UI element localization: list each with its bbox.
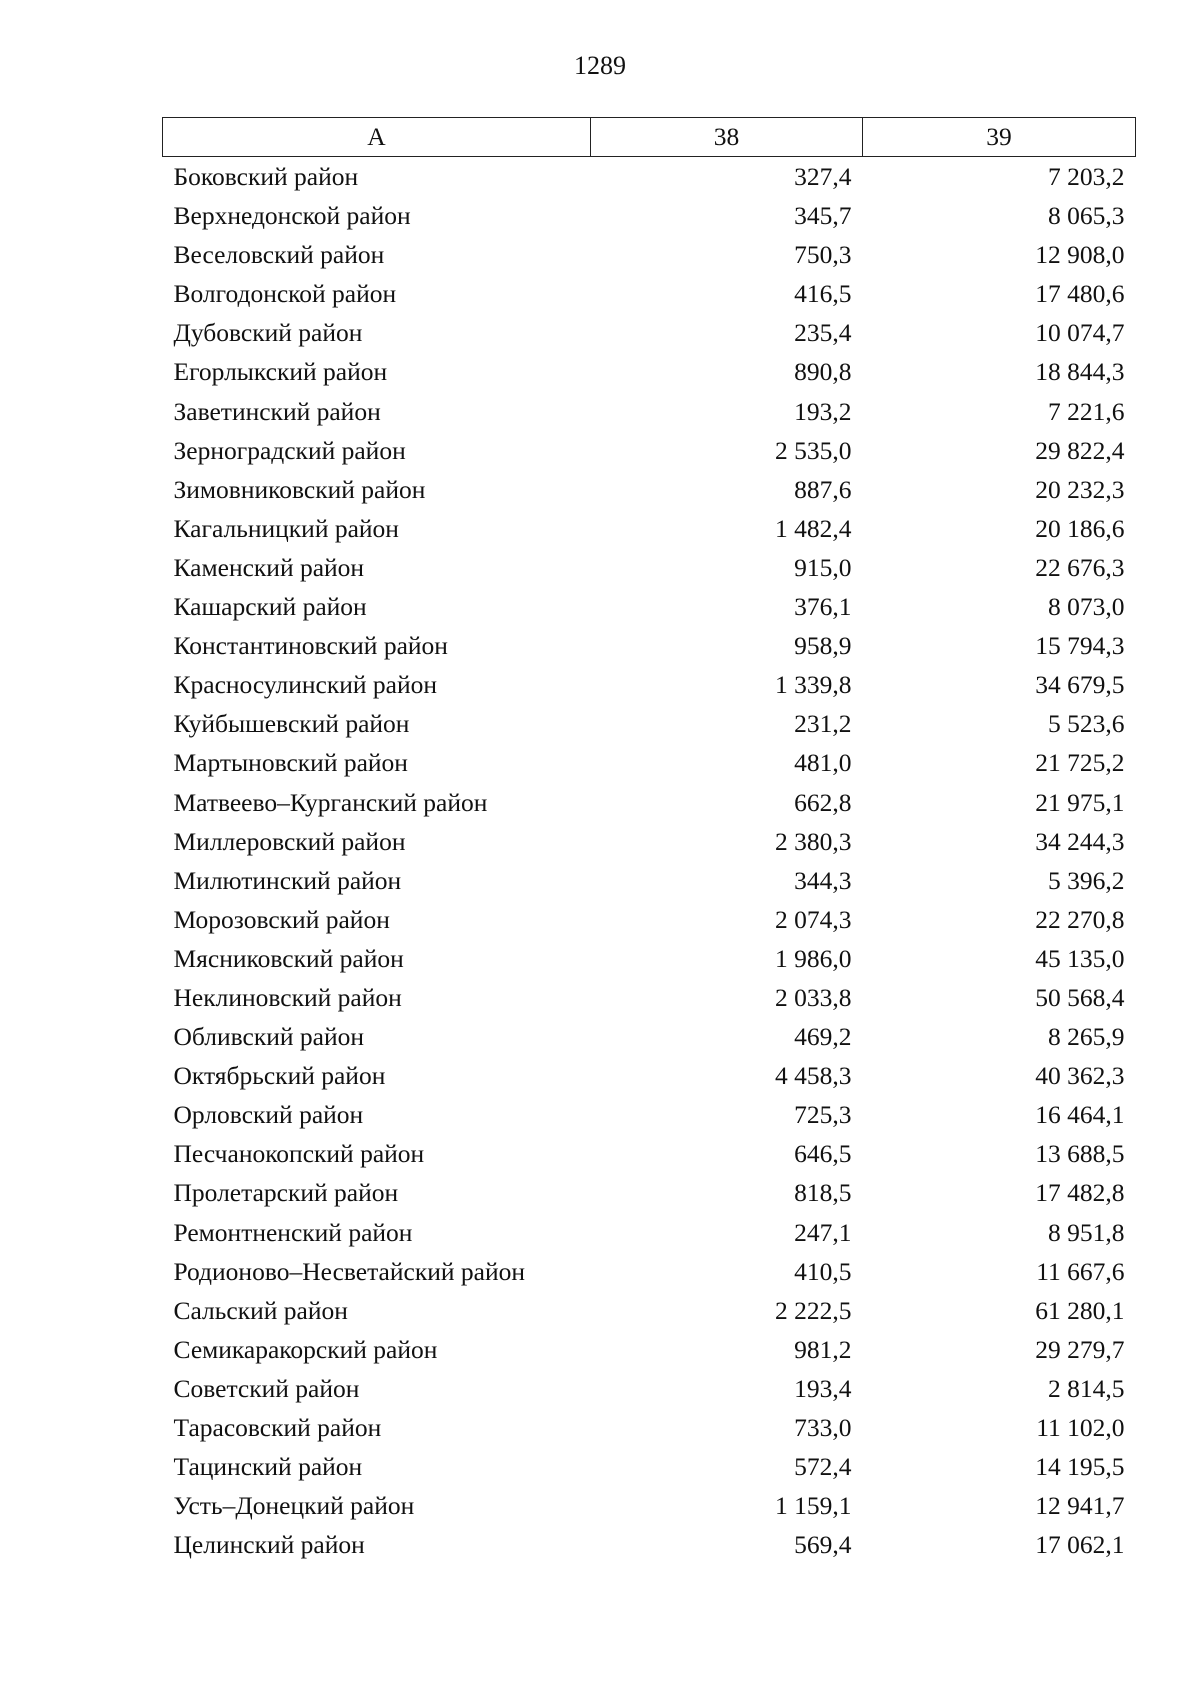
table-row bbox=[163, 665, 1136, 704]
district-name-cell: Милютинский район bbox=[173, 865, 402, 895]
district-name-cell: Зимовниковский район bbox=[173, 474, 426, 504]
table-row bbox=[163, 1213, 1136, 1252]
district-name-cell: Орловский район bbox=[173, 1100, 364, 1130]
column-header-38: 38 bbox=[591, 118, 863, 157]
column-39-value-cell: 20 186,6 bbox=[1035, 513, 1125, 543]
table-row bbox=[163, 587, 1136, 626]
table-row bbox=[163, 274, 1136, 313]
table-row bbox=[163, 1525, 1136, 1564]
column-38-value-cell: 1 339,8 bbox=[775, 670, 852, 700]
column-39-value-cell: 17 062,1 bbox=[1035, 1530, 1125, 1560]
table-row bbox=[163, 704, 1136, 743]
column-39-value-cell: 21 725,2 bbox=[1035, 748, 1125, 778]
column-39-value-cell: 22 676,3 bbox=[1035, 552, 1125, 582]
table-row bbox=[163, 313, 1136, 352]
district-name-cell: Усть–Донецкий район bbox=[173, 1491, 415, 1521]
table-row bbox=[163, 978, 1136, 1017]
page-number: 1289 bbox=[574, 51, 626, 80]
table-row bbox=[163, 470, 1136, 509]
district-name-cell: Целинский район bbox=[173, 1530, 365, 1560]
table-row bbox=[163, 939, 1136, 978]
district-name-cell: Пролетарский район bbox=[173, 1178, 399, 1208]
column-39-value-cell: 7 221,6 bbox=[1048, 396, 1125, 426]
district-name-cell: Обливский район bbox=[173, 1022, 365, 1052]
column-38-value-cell: 345,7 bbox=[794, 201, 852, 231]
district-name-cell: Неклиновский район bbox=[173, 982, 402, 1012]
column-39-value-cell: 11 667,6 bbox=[1036, 1256, 1125, 1286]
table-row bbox=[163, 1291, 1136, 1330]
column-39-value-cell: 18 844,3 bbox=[1035, 357, 1125, 387]
district-name-cell: Кашарский район bbox=[173, 592, 367, 622]
column-39-value-cell: 17 480,6 bbox=[1035, 279, 1125, 309]
district-name-cell: Дубовский район bbox=[173, 318, 363, 348]
table-row bbox=[163, 626, 1136, 665]
column-38-value-cell: 2 074,3 bbox=[775, 904, 852, 934]
column-38-value-cell: 890,8 bbox=[794, 357, 852, 387]
table-row bbox=[163, 1017, 1136, 1056]
column-39-value-cell: 40 362,3 bbox=[1035, 1061, 1125, 1091]
table-row bbox=[163, 196, 1136, 235]
table-row bbox=[163, 743, 1136, 782]
column-38-value-cell: 569,4 bbox=[794, 1530, 852, 1560]
column-38-value-cell: 247,1 bbox=[794, 1217, 852, 1247]
column-39-value-cell: 12 908,0 bbox=[1035, 240, 1125, 270]
table-row bbox=[163, 900, 1136, 939]
district-name-cell: Заветинский район bbox=[173, 396, 381, 426]
column-38-value-cell: 2 033,8 bbox=[775, 982, 852, 1012]
district-name-cell: Волгодонской район bbox=[173, 279, 397, 309]
column-38-value-cell: 818,5 bbox=[794, 1178, 852, 1208]
table-row bbox=[163, 1447, 1136, 1486]
column-38-value-cell: 887,6 bbox=[794, 474, 852, 504]
district-name-cell: Октябрьский район bbox=[173, 1061, 386, 1091]
district-name-cell: Каменский район bbox=[173, 552, 365, 582]
data-table bbox=[162, 117, 1136, 1564]
column-38-value-cell: 915,0 bbox=[794, 552, 852, 582]
district-name-cell: Родионово–Несветайский район bbox=[173, 1256, 525, 1286]
table-row bbox=[163, 1134, 1136, 1173]
column-38-value-cell: 376,1 bbox=[794, 592, 852, 622]
column-38-value-cell: 481,0 bbox=[794, 748, 852, 778]
column-39-value-cell: 61 280,1 bbox=[1035, 1295, 1125, 1325]
table-row bbox=[163, 1095, 1136, 1134]
column-39-value-cell: 11 102,0 bbox=[1036, 1413, 1125, 1442]
column-39-value-cell: 50 568,4 bbox=[1035, 982, 1125, 1012]
district-name-cell: Егорлыкский район bbox=[173, 357, 388, 387]
column-38-value-cell: 981,2 bbox=[794, 1334, 852, 1364]
column-38-value-cell: 750,3 bbox=[794, 240, 852, 270]
column-38-value-cell: 646,5 bbox=[794, 1139, 852, 1169]
column-39-value-cell: 8 073,0 bbox=[1048, 592, 1125, 622]
column-39-value-cell: 8 951,8 bbox=[1048, 1217, 1125, 1247]
column-39-value-cell: 34 244,3 bbox=[1035, 826, 1125, 856]
district-name-cell: Миллеровский район bbox=[173, 826, 406, 856]
table-row bbox=[163, 548, 1136, 587]
column-38-value-cell: 958,9 bbox=[794, 631, 852, 661]
table-row bbox=[163, 157, 1136, 197]
district-name-cell: Тацинский район bbox=[173, 1452, 363, 1482]
column-38-value-cell: 416,5 bbox=[794, 279, 852, 309]
district-name-cell: Семикаракорский район bbox=[173, 1334, 438, 1364]
table-body bbox=[163, 157, 1136, 1565]
column-38-value-cell: 4 458,3 bbox=[775, 1061, 852, 1091]
district-name-cell: Красносулинский район bbox=[173, 670, 438, 700]
district-name-cell: Морозовский район bbox=[173, 904, 390, 934]
column-39-value-cell: 29 822,4 bbox=[1035, 435, 1125, 465]
column-38-value-cell: 1 986,0 bbox=[775, 943, 852, 973]
column-38-value-cell: 469,2 bbox=[794, 1022, 852, 1052]
column-39-value-cell: 34 679,5 bbox=[1035, 670, 1125, 700]
table-row bbox=[163, 431, 1136, 470]
table-row bbox=[163, 1369, 1136, 1408]
district-name-cell: Сальский район bbox=[173, 1295, 348, 1325]
table-row bbox=[163, 1486, 1136, 1525]
table-row bbox=[163, 509, 1136, 548]
district-name-cell: Мясниковский район bbox=[173, 943, 404, 973]
district-name-cell: Боковский район bbox=[173, 162, 359, 191]
table-row bbox=[163, 861, 1136, 900]
table-row bbox=[163, 1408, 1136, 1447]
header-row bbox=[163, 118, 1136, 157]
column-38-value-cell: 725,3 bbox=[794, 1100, 852, 1130]
table-row bbox=[163, 235, 1136, 274]
table-row bbox=[163, 1252, 1136, 1291]
column-header-name: А bbox=[163, 118, 591, 157]
column-38-value-cell: 344,3 bbox=[794, 865, 852, 895]
district-name-cell: Константиновский район bbox=[173, 631, 448, 661]
table-row bbox=[163, 783, 1136, 822]
district-name-cell: Матвеево–Курганский район bbox=[173, 787, 488, 817]
column-39-value-cell: 13 688,5 bbox=[1035, 1139, 1125, 1169]
table-row bbox=[163, 1056, 1136, 1095]
table-row bbox=[163, 1173, 1136, 1212]
column-38-value-cell: 733,0 bbox=[794, 1413, 852, 1442]
district-name-cell: Тарасовский район bbox=[173, 1413, 382, 1442]
column-38-value-cell: 193,4 bbox=[794, 1373, 852, 1403]
table-header bbox=[163, 118, 1136, 157]
column-39-value-cell: 15 794,3 bbox=[1035, 631, 1125, 661]
column-38-value-cell: 662,8 bbox=[794, 787, 852, 817]
district-name-cell: Веселовский район bbox=[173, 240, 385, 270]
column-39-value-cell: 45 135,0 bbox=[1035, 943, 1125, 973]
district-name-cell: Куйбышевский район bbox=[173, 709, 410, 739]
column-38-value-cell: 1 159,1 bbox=[775, 1491, 852, 1521]
column-39-value-cell: 29 279,7 bbox=[1035, 1334, 1125, 1364]
column-38-value-cell: 327,4 bbox=[794, 162, 852, 191]
district-name-cell: Верхнедонской район bbox=[173, 201, 411, 231]
column-38-value-cell: 2 535,0 bbox=[775, 435, 852, 465]
column-38-value-cell: 231,2 bbox=[794, 709, 852, 739]
column-38-value-cell: 193,2 bbox=[794, 396, 852, 426]
column-39-value-cell: 20 232,3 bbox=[1035, 474, 1125, 504]
column-39-value-cell: 7 203,2 bbox=[1048, 162, 1125, 191]
district-name-cell: Ремонтненский район bbox=[173, 1217, 413, 1247]
table-row bbox=[163, 822, 1136, 861]
column-39-value-cell: 8 265,9 bbox=[1048, 1022, 1125, 1052]
district-name-cell: Кагальницкий район bbox=[173, 513, 399, 543]
column-header-39: 39 bbox=[863, 118, 1136, 157]
column-38-value-cell: 2 380,3 bbox=[775, 826, 852, 856]
column-39-value-cell: 12 941,7 bbox=[1035, 1491, 1125, 1521]
column-39-value-cell: 16 464,1 bbox=[1035, 1100, 1125, 1130]
column-38-value-cell: 572,4 bbox=[794, 1452, 852, 1482]
column-39-value-cell: 2 814,5 bbox=[1048, 1373, 1125, 1403]
district-name-cell: Мартыновский район bbox=[173, 748, 408, 778]
column-38-value-cell: 2 222,5 bbox=[775, 1295, 852, 1325]
district-name-cell: Советский район bbox=[173, 1373, 360, 1403]
table-row bbox=[163, 352, 1136, 391]
column-38-value-cell: 1 482,4 bbox=[775, 513, 852, 543]
column-39-value-cell: 17 482,8 bbox=[1035, 1178, 1125, 1208]
column-39-value-cell: 5 396,2 bbox=[1048, 865, 1125, 895]
table-row bbox=[163, 392, 1136, 431]
table-row bbox=[163, 1330, 1136, 1369]
column-38-value-cell: 410,5 bbox=[794, 1256, 852, 1286]
district-name-cell: Зерноградский район bbox=[173, 435, 406, 465]
column-39-value-cell: 8 065,3 bbox=[1048, 201, 1125, 231]
column-39-value-cell: 10 074,7 bbox=[1035, 318, 1125, 348]
column-38-value-cell: 235,4 bbox=[794, 318, 852, 348]
column-39-value-cell: 21 975,1 bbox=[1035, 787, 1125, 817]
column-39-value-cell: 22 270,8 bbox=[1035, 904, 1125, 934]
district-name-cell: Песчанокопский район bbox=[173, 1139, 425, 1169]
column-39-value-cell: 5 523,6 bbox=[1048, 709, 1125, 739]
column-39-value-cell: 14 195,5 bbox=[1035, 1452, 1125, 1482]
